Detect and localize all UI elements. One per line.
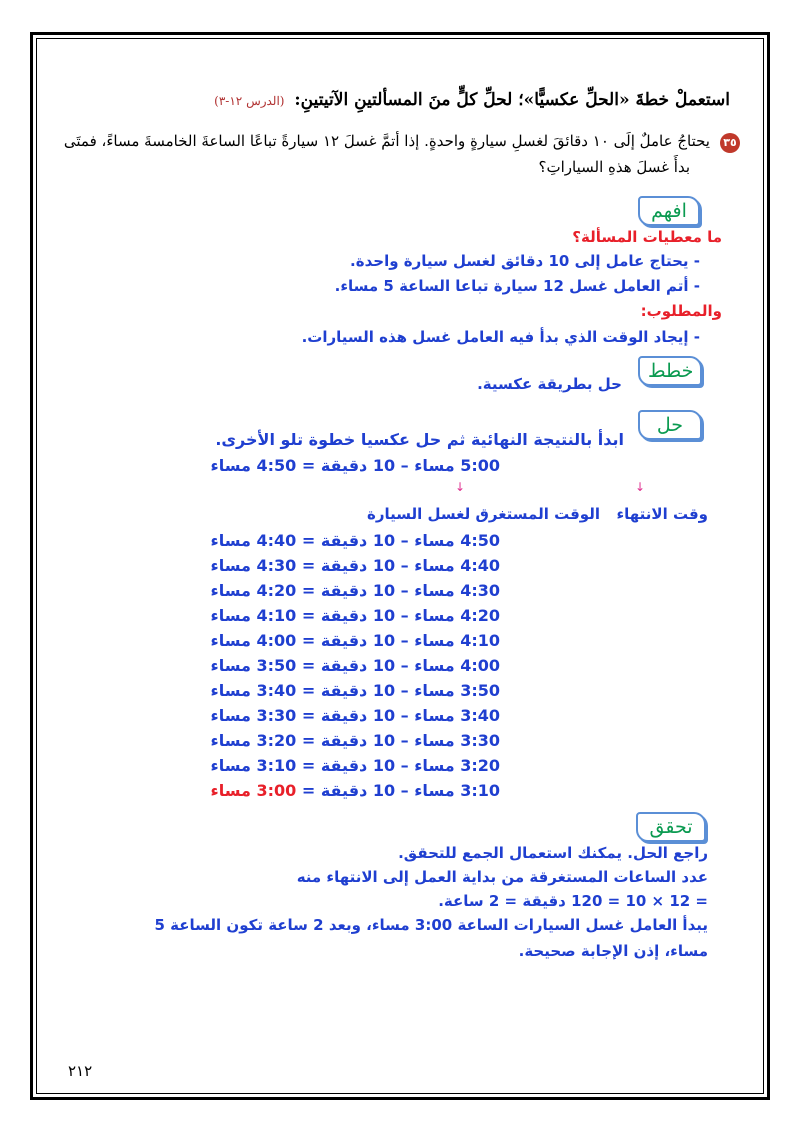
required-1: - إيجاد الوقت الذي بدأ فيه العامل غسل هذه السيارات. (301, 328, 700, 346)
label-duration: الوقت المستغرق لغسل السيارة (366, 505, 600, 523)
problem-line-2: بدأَ غسلَ هذهِ السياراتِ؟ (538, 158, 690, 176)
calc-step: 4:50 مساء – 10 دقيقة = 4:40 مساء (210, 531, 500, 550)
calc-step: 3:20 مساء – 10 دقيقة = 3:10 مساء (210, 756, 500, 775)
arrow-duration-icon: ↓ (455, 480, 466, 494)
check-line-3: = 12 × 10 = 120 دقيقة = 2 ساعة. (438, 892, 708, 910)
question-number-badge: ٣٥ (720, 133, 740, 153)
calc-last-line (211, 781, 500, 800)
check-line-1: راجع الحل. يمكنك استعمال الجمع للتحقق. (398, 844, 708, 862)
solve-intro: ابدأ بالنتيجة النهائية ثم حل عكسيا خطوة تلو الأخرى. (215, 430, 624, 449)
page-number: ٢١٢ (68, 1062, 93, 1080)
calc-step: 4:30 مساء – 10 دقيقة = 4:20 مساء (210, 581, 500, 600)
check-label: تحقق (636, 812, 706, 842)
final-answer: 3:00 مساء (210, 781, 297, 800)
calc-last-prefix: 3:10 مساء – 10 دقيقة = (301, 781, 500, 800)
calc-step: 4:10 مساء – 10 دقيقة = 4:00 مساء (210, 631, 500, 650)
givens-title: ما معطيات المسألة؟ (572, 228, 722, 246)
calc-step: 3:30 مساء – 10 دقيقة = 3:20 مساء (210, 731, 500, 750)
check-line-4: يبدأ العامل غسل السيارات الساعة 3:00 مساء، وبعد 2 ساعة تكون الساعة 5 (154, 916, 708, 934)
plan-label: خطط (638, 356, 702, 386)
calc-step: 4:20 مساء – 10 دقيقة = 4:10 مساء (210, 606, 500, 625)
solve-label: حل (638, 410, 702, 440)
exercise-heading (214, 90, 730, 110)
given-1: - يحتاج عامل إلى 10 دقائق لغسل سيارة واحدة. (350, 252, 700, 270)
given-2: - أتم العامل غسل 12 سيارة تباعا الساعة 5 مساء. (334, 277, 700, 295)
plan-text: حل بطريقة عكسية. (477, 375, 622, 393)
required-title: والمطلوب: (640, 302, 722, 320)
heading-text: استعملْ خطةَ «الحلِّ عكسيًّا»؛ لحلِّ كلٍّ منَ المسألتينِ الآتيتينِ: (294, 90, 730, 110)
check-line-5: مساء، إذن الإجابة صحيحة. (518, 942, 708, 960)
label-end-time: وقت الانتهاء (616, 505, 708, 523)
understand-label: افهم (638, 196, 700, 226)
calc-step: 3:40 مساء – 10 دقيقة = 3:30 مساء (210, 706, 500, 725)
calc-step: 4:40 مساء – 10 دقيقة = 4:30 مساء (210, 556, 500, 575)
calc-step: 4:00 مساء – 10 دقيقة = 3:50 مساء (210, 656, 500, 675)
lesson-reference: (الدرس ١٢-٣) (214, 94, 285, 108)
calc-first-line: 5:00 مساء – 10 دقيقة = 4:50 مساء (210, 456, 500, 475)
arrow-end-icon: ↓ (635, 480, 646, 494)
calc-step: 3:50 مساء – 10 دقيقة = 3:40 مساء (210, 681, 500, 700)
problem-line-1: يحتاجُ عاملٌ إلَى ١٠ دقائقَ لغسلِ سيارةٍ واحدةٍ. إذا أتمَّ غسلَ ١٢ سيارةً تباعًا الساعةَ الخامسةَ مساءً، فمتَى (63, 132, 710, 150)
check-line-2: عدد الساعات المستغرقة من بداية العمل إلى الانتهاء منه (296, 868, 708, 886)
